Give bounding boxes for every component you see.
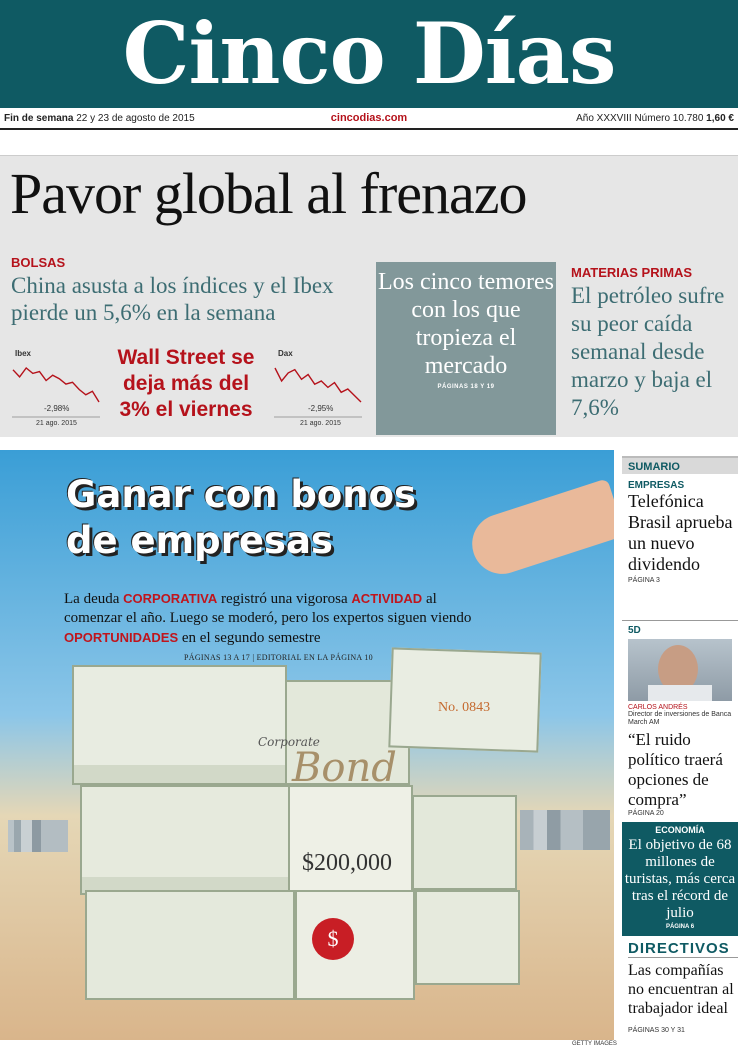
hero-body (64, 589, 484, 648)
hero-body-1: La deuda (64, 591, 124, 607)
economia-page: PÁGINA 6 (665, 924, 695, 930)
five-fears-box[interactable] (376, 262, 556, 435)
directivos-page: PÁGINAS 30 Y 31 (628, 1027, 685, 1034)
dax-change: -2,95% (308, 404, 334, 413)
bill-bond-text: Bond (292, 745, 397, 791)
shirt-icon (648, 685, 712, 701)
hero-title-line1: Ganar con bonos (66, 473, 417, 516)
price: 1,60 € (706, 112, 734, 124)
hero-highlight-1: CORPORATIVA (123, 591, 218, 606)
directivos-kicker: DIRECTIVOS (628, 940, 738, 958)
bond-stack-3 (80, 785, 290, 895)
skyline-left (8, 820, 68, 852)
hero-body-2: registró una vigorosa (217, 591, 352, 607)
photo-credit: GETTY IMAGES (572, 1041, 617, 1047)
skyline-right (520, 810, 610, 850)
weekend-label: Fin de semana (4, 112, 74, 124)
date-text: 22 y 23 de agosto de 2015 (76, 112, 195, 124)
portrait-photo (628, 639, 732, 701)
site-link[interactable]: cincodias.com (330, 112, 408, 124)
hero-pages: PÁGINAS 13 A 17 | EDITORIAL EN LA PÁGINA 10 (184, 653, 373, 662)
bill-corporate-text: Corporate (258, 735, 320, 749)
bond-stack-5 (412, 795, 517, 890)
interview-quote: “El ruido político traerá opciones de compra” (628, 730, 723, 809)
sumario-header: SUMARIO (622, 456, 738, 474)
newspaper-logo: Cinco Días (122, 4, 616, 103)
hero-highlight-3: OPORTUNIDADES (64, 630, 179, 645)
bond-stack-8 (415, 890, 520, 985)
fived-page: PÁGINA 20 (628, 810, 664, 817)
dax-series-line (275, 368, 361, 402)
ibex-series-line (13, 368, 99, 402)
sidebar-summary (622, 452, 738, 1042)
fived-kicker: 5D (628, 625, 641, 636)
interviewee-name: CARLOS ANDRÉS (628, 704, 688, 711)
ibex-label: Ibex (15, 349, 32, 358)
bill-number: No. 0843 (438, 700, 491, 715)
economia-item[interactable] (622, 822, 738, 936)
materias-kicker: MATERIAS PRIMAS (571, 265, 693, 280)
hand-icon (464, 478, 614, 581)
issue-info (491, 113, 734, 124)
bond-stack-1 (72, 665, 287, 785)
wax-seal-icon: $ (312, 918, 354, 960)
materias-headline[interactable]: El petróleo sufre su peor caída semanal desde marzo y baja el 7,6% (571, 283, 725, 420)
five-fears-text: Los cinco temores con los que tropieza el mercado (378, 269, 554, 379)
bolsas-headline[interactable]: China asusta a los índices y el Ibex pierde un 5,6% en la semana (11, 273, 334, 325)
ibex-date: 21 ago. 2015 (36, 420, 77, 427)
dateline-date (4, 113, 247, 124)
dax-label: Dax (278, 349, 293, 358)
directivos-headline (628, 961, 738, 1040)
hero-title-line2: de empresas (66, 519, 333, 562)
hero-body-4: en el segundo semestre (178, 630, 321, 646)
bill-amount: $200,000 (302, 850, 392, 876)
masthead (0, 0, 738, 108)
five-fears-pages: PÁGINAS 18 Y 19 (437, 384, 495, 390)
directivos-text: Las compañías no encuentran al trabajador ideal (628, 962, 734, 1017)
ibex-change: -2,98% (44, 404, 70, 413)
empresas-page: PÁGINA 3 (628, 577, 660, 584)
empresas-item[interactable] (622, 480, 738, 584)
empresas-kicker: EMPRESAS (628, 480, 685, 491)
directivos-item[interactable] (622, 940, 738, 1040)
hero-body-3: al comenzar el año. Luego se moderó, pero los expertos siguen viendo (64, 591, 472, 626)
fived-item[interactable] (622, 620, 738, 817)
economia-kicker: ECONOMÍA (655, 825, 705, 835)
hero-highlight-2: ACTIVIDAD (351, 591, 423, 606)
economia-headline: El objetivo de 68 millones de turistas, más cerca tras el récord de julio (624, 837, 736, 921)
empresas-headline: Telefónica Brasil aprueba un nuevo dividendo (628, 491, 733, 574)
hero-title[interactable] (66, 472, 416, 564)
main-headline[interactable]: Pavor global al frenazo (10, 161, 527, 226)
dax-date: 21 ago. 2015 (300, 420, 341, 427)
bond-stack-4 (288, 785, 413, 895)
bond-stack-6 (85, 890, 295, 1000)
bolsas-kicker: BOLSAS (11, 255, 66, 270)
dateline (0, 108, 738, 130)
wallstreet-headline[interactable]: Wall Street se deja más del 3% el viernes (117, 346, 255, 421)
interviewee-role: Director de inversiones de Banca March AM (628, 711, 732, 726)
issue-number: Año XXXVIII Número 10.780 (576, 112, 704, 124)
